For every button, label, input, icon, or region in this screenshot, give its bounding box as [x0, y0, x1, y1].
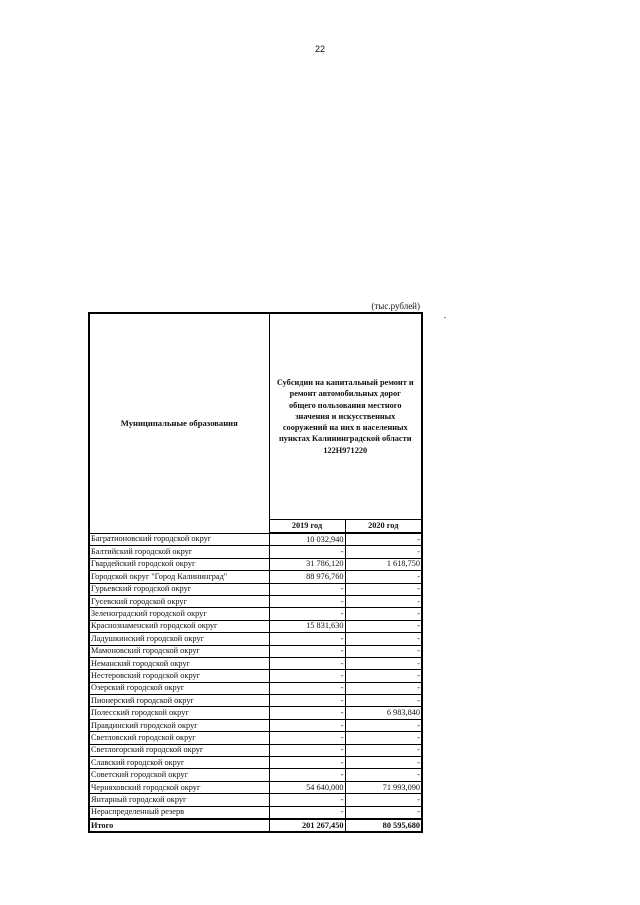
municipality-name: Гвардейский городской округ: [89, 558, 269, 570]
table-row: [89, 595, 422, 607]
header-municipalities: Муниципальные образования: [89, 313, 269, 533]
table-row: [89, 657, 422, 669]
scan-artifact: [444, 317, 446, 318]
municipality-name: Гусевский городской округ: [89, 595, 269, 607]
value-2019: -: [269, 657, 345, 669]
municipality-name: Балтийский городской округ: [89, 546, 269, 558]
municipality-name: Краснознаменский городской округ: [89, 620, 269, 632]
header-year-2019: 2019 год: [269, 520, 345, 534]
value-2019: 54 640,000: [269, 781, 345, 793]
table-row: [89, 682, 422, 694]
value-2020: 6 983,840: [345, 707, 422, 719]
total-label: Итого: [89, 819, 269, 832]
table-row: [89, 695, 422, 707]
total-2020: 80 595,680: [345, 819, 422, 832]
value-2020: -: [345, 533, 422, 546]
table-row: [89, 732, 422, 744]
header-year-2020: 2020 год: [345, 520, 422, 534]
value-2019: -: [269, 633, 345, 645]
municipality-name: Багратионовский городской округ: [89, 533, 269, 546]
value-2020: -: [345, 633, 422, 645]
subsidy-table: [88, 312, 423, 833]
value-2019: -: [269, 695, 345, 707]
value-2020: -: [345, 583, 422, 595]
value-2019: -: [269, 670, 345, 682]
municipality-name: Неманский городской округ: [89, 657, 269, 669]
value-2019: -: [269, 682, 345, 694]
value-2020: -: [345, 608, 422, 620]
table-row: [89, 533, 422, 546]
value-2020: -: [345, 682, 422, 694]
value-2020: -: [345, 794, 422, 806]
table-row: [89, 757, 422, 769]
municipality-name: Озерский городской округ: [89, 682, 269, 694]
municipality-name: Зеленоградский городской округ: [89, 608, 269, 620]
municipality-name: Черняховский городской округ: [89, 781, 269, 793]
value-2020: -: [345, 546, 422, 558]
table-row: [89, 608, 422, 620]
municipality-name: Нераспределенный резерв: [89, 806, 269, 819]
table-row: [89, 546, 422, 558]
municipality-name: Гурьевский городской округ: [89, 583, 269, 595]
value-2020: -: [345, 695, 422, 707]
value-2019: -: [269, 757, 345, 769]
value-2019: 88 976,760: [269, 571, 345, 583]
table-row: [89, 794, 422, 806]
municipality-name: Ладушкинский городской округ: [89, 633, 269, 645]
table-row: [89, 769, 422, 781]
header-subsidy: Субсидии на капитальный ремонт и ремонт автомобильных дорог общего пользования местного значения и искусственных сооружений на них в населенных пунктах Калининградской области 122Н971220: [269, 313, 422, 520]
table-row: [89, 620, 422, 632]
municipality-name: Мамоновский городской округ: [89, 645, 269, 657]
value-2020: -: [345, 670, 422, 682]
table-row: [89, 571, 422, 583]
total-2019: 201 267,450: [269, 819, 345, 832]
table-row: [89, 558, 422, 570]
value-2019: -: [269, 595, 345, 607]
value-2019: -: [269, 806, 345, 819]
value-2020: -: [345, 645, 422, 657]
table-row: [89, 781, 422, 793]
value-2020: -: [345, 744, 422, 756]
value-2020: -: [345, 806, 422, 819]
value-2019: -: [269, 645, 345, 657]
value-2020: -: [345, 595, 422, 607]
value-2020: 71 993,090: [345, 781, 422, 793]
table-row: [89, 670, 422, 682]
value-2020: -: [345, 571, 422, 583]
value-2019: -: [269, 744, 345, 756]
municipality-name: Янтарный городской округ: [89, 794, 269, 806]
value-2020: -: [345, 657, 422, 669]
value-2019: -: [269, 719, 345, 731]
municipality-name: Нестеровский городской округ: [89, 670, 269, 682]
table-row: [89, 645, 422, 657]
value-2019: 31 786,120: [269, 558, 345, 570]
value-2019: 15 831,630: [269, 620, 345, 632]
value-2020: -: [345, 769, 422, 781]
value-2019: -: [269, 769, 345, 781]
value-2019: -: [269, 608, 345, 620]
value-2020: -: [345, 757, 422, 769]
municipality-name: Городской округ "Город Калининград": [89, 571, 269, 583]
value-2019: -: [269, 707, 345, 719]
value-2020: -: [345, 620, 422, 632]
table-header-row: [89, 313, 422, 520]
municipality-name: Светлогорский городской округ: [89, 744, 269, 756]
municipality-name: Пионерский городской округ: [89, 695, 269, 707]
table-row: [89, 633, 422, 645]
value-2019: 10 032,940: [269, 533, 345, 546]
table-row: [89, 719, 422, 731]
table-row: [89, 583, 422, 595]
value-2020: -: [345, 719, 422, 731]
municipality-name: Светловский городской округ: [89, 732, 269, 744]
municipality-name: Правдинский городской округ: [89, 719, 269, 731]
value-2019: -: [269, 794, 345, 806]
value-2019: -: [269, 732, 345, 744]
municipality-name: Полесский городской округ: [89, 707, 269, 719]
table-row: [89, 744, 422, 756]
municipality-name: Советский городской округ: [89, 769, 269, 781]
municipality-name: Славский городской округ: [89, 757, 269, 769]
table-row: [89, 707, 422, 719]
value-2019: -: [269, 583, 345, 595]
page-number: 22: [314, 44, 325, 54]
total-row: [89, 819, 422, 832]
value-2020: -: [345, 732, 422, 744]
value-2020: 1 618,750: [345, 558, 422, 570]
value-2019: -: [269, 546, 345, 558]
units-label: (тыс.рублей): [371, 301, 420, 311]
table-row: [89, 806, 422, 819]
